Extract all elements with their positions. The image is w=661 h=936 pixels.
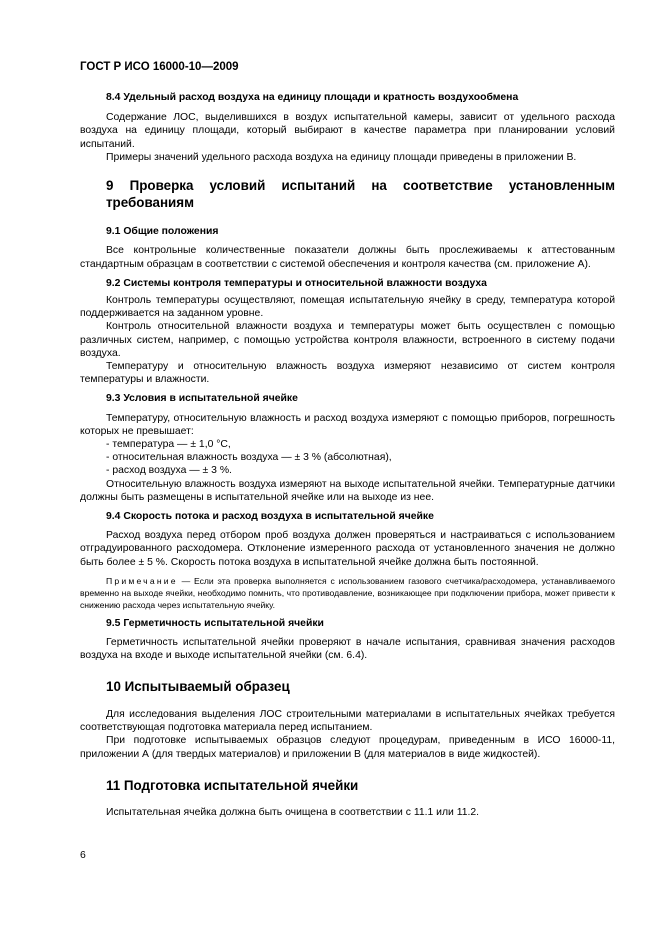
paragraph: Контроль температуры осуществляют, помещая испытательную ячейку в среду, температура которой поддерживается на заданном уровне. (80, 295, 615, 320)
paragraph: Содержание ЛОС, выделившихся в воздух испытательной камеры, зависит от удельного расхода воздуха на единицу площади, который выбирают в качестве параметра при планировании условий испытаний. (80, 112, 615, 150)
section-9-4-title: 9.4 Скорость потока и расход воздуха в испытательной ячейке (106, 511, 434, 523)
paragraph: Примеры значений удельного расхода воздуха на единицу площади приведены в приложении В. (106, 151, 577, 163)
document-body (80, 91, 615, 820)
paragraph: Относительную влажность воздуха измеряют на выходе испытательной ячейки. Температурные датчики должны быть размещены в испытательной ячейке или на выходе из нее. (80, 478, 615, 503)
section-11-title: 11 Подготовка испытательной ячейки (106, 777, 359, 793)
list-item: - температура — ± 1,0 °С, (106, 439, 231, 451)
note-label: Примечание (106, 575, 178, 586)
list-item: - относительная влажность воздуха — ± 3 % (абсолютная), (106, 452, 392, 464)
paragraph: Испытательная ячейка должна быть очищена в соответствии с 11.1 или 11.2. (106, 807, 480, 819)
section-9-1-title: 9.1 Общие положения (106, 226, 219, 238)
document-header: ГОСТ Р ИСО 16000-10—2009 (80, 61, 239, 73)
paragraph: Для исследования выделения ЛОС строительными материалами в испытательных ячейках требуется соответствующая подготовка материала перед испытанием. (80, 709, 615, 734)
paragraph: Расход воздуха перед отбором проб воздуха должен проверяться и настраиваться с использованием отградуированного расходомера. Отклонение измеренного расхода от установленного значения не должно быть более ± 5 %. Скорость потока воздуха в испытательной ячейке должна быть постоянной. (80, 530, 615, 568)
paragraph: Температуру, относительную влажность и расход воздуха измеряют с помощью приборов, погрешность которых не превышает: (80, 412, 615, 437)
note-text: — Если эта проверка выполняется с использованием газового счетчика/расходомера, устанавливаемого временно на выходе ячейки, необходимо помнить, что противодавление, возникающее при подключении прибора, может привести к снижению расхода через испытательную ячейку. (80, 575, 615, 610)
paragraph: Температуру и относительную влажность воздуха измеряют независимо от систем контроля температуры и влажности. (80, 361, 615, 386)
paragraph: Герметичность испытательной ячейки проверяют в начале испытания, сравнивая значения расходов воздуха на входе и выходе испытательной ячейки (см. 6.4). (80, 637, 615, 662)
paragraph: Все контрольные количественные показатели должны быть прослеживаемы к аттестованным стандартным образцам в соответствии с системой обеспечения и контроля качества (см. приложение А). (80, 245, 615, 270)
section-9-title: 9 Проверка условий испытаний на соответствие установленным требованиям (106, 178, 615, 210)
section-9-3-title: 9.3 Условия в испытательной ячейке (106, 393, 298, 405)
note (80, 575, 615, 611)
section-8-4-title: 8.4 Удельный расход воздуха на единицу площади и кратность воздухообмена (106, 92, 519, 103)
page-number: 6 (80, 850, 86, 861)
section-10-title: 10 Испытываемый образец (106, 679, 290, 695)
section-9-5-title: 9.5 Герметичность испытательной ячейки (106, 617, 324, 629)
paragraph: При подготовке испытываемых образцов следуют процедурам, приведенным в ИСО 16000-11, приложении А (для твердых материалов) и приложении В (для материалов в виде жидкостей). (80, 735, 615, 760)
list-item: - расход воздуха — ± 3 %. (106, 465, 232, 477)
paragraph: Контроль относительной влажности воздуха и температуры может быть осуществлен с помощью различных систем, например, с помощью устройства контроля влажности, встроенного в систему подачи воздуха. (80, 321, 615, 359)
section-9-2-title: 9.2 Системы контроля температуры и относительной влажности воздуха (106, 277, 487, 289)
